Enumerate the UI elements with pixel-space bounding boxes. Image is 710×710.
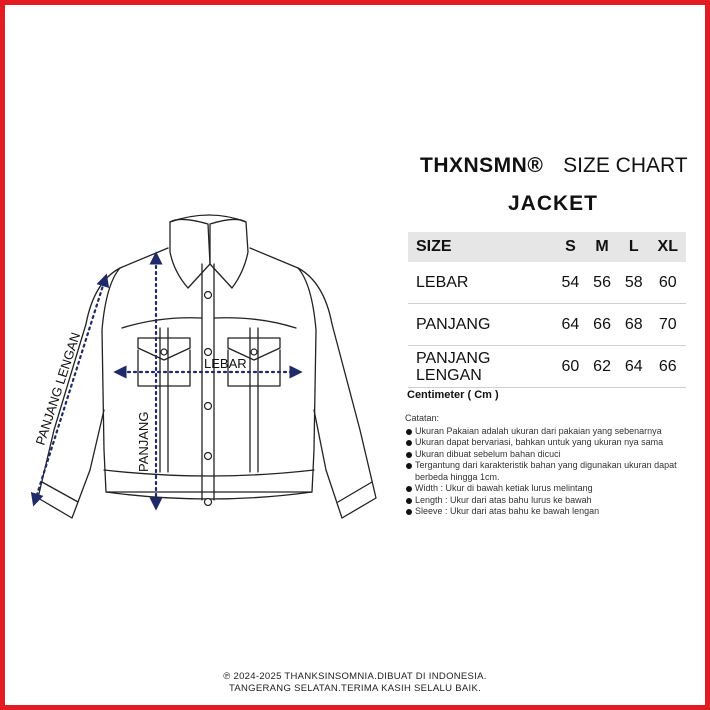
table-cell: 66: [586, 304, 618, 346]
row-label: [408, 346, 555, 388]
length-label: PANJANG: [136, 411, 151, 472]
table-cell: 56: [586, 262, 618, 304]
note-item: Ukuran dibuat sebelum bahan dicuci: [405, 449, 690, 461]
note-item: Ukuran Pakaian adalah ukuran dari pakaian yang sebenarnya: [405, 426, 690, 438]
chart-title: SIZE CHART: [563, 154, 688, 177]
jacket-diagram: [20, 200, 400, 540]
sleeve-label: PANJANG LENGAN: [32, 330, 84, 447]
button: [205, 292, 212, 299]
size-table: [408, 232, 686, 388]
pocket-button: [251, 349, 257, 355]
button: [205, 349, 212, 356]
notes-title: Catatan:: [405, 413, 440, 423]
unit-note: Centimeter ( Cm ): [407, 389, 499, 401]
table-row: [408, 262, 686, 304]
table-cell: 58: [618, 262, 650, 304]
table-cell: 64: [555, 304, 587, 346]
button: [205, 453, 212, 460]
collar-left: [170, 219, 210, 288]
table-cell: 68: [618, 304, 650, 346]
row-label-line: LENGAN: [416, 366, 482, 384]
notes-list: [405, 426, 690, 518]
jacket-body-outline: [102, 248, 316, 499]
jacket-illustration: [20, 200, 400, 540]
note-item: Sleeve : Ukur dari atas bahu ke bawah lengan: [405, 506, 690, 518]
pocket-button: [161, 349, 167, 355]
table-cell: 60: [555, 346, 587, 388]
column-header: XL: [650, 232, 686, 262]
right-sleeve-outline: [298, 268, 376, 518]
row-label-line: PANJANG: [416, 349, 491, 367]
table-header-row: [408, 232, 686, 262]
table-row: [408, 304, 686, 346]
note-item: Ukuran dapat bervariasi, bahkan untuk yang ukuran nya sama: [405, 437, 690, 449]
column-header: S: [555, 232, 587, 262]
collar-right: [210, 219, 248, 288]
table-cell: 70: [650, 304, 686, 346]
left-cuff: [42, 482, 78, 502]
button: [205, 499, 212, 506]
sleeve-measure-line: [34, 276, 106, 504]
right-cuff: [338, 482, 372, 502]
table-cell: 60: [650, 262, 686, 304]
waistband: [104, 470, 314, 492]
collar-band: [170, 215, 246, 222]
table-cell: 64: [618, 346, 650, 388]
table-cell: 54: [555, 262, 587, 304]
note-item: Tergantung dari karakteristik bahan yang digunakan ukuran dapat berbeda hingga 1cm.: [405, 460, 690, 483]
column-header: SIZE: [408, 232, 555, 262]
footer-line: TANGERANG SELATAN.TERIMA KASIH SELALU BAIK.: [228, 683, 482, 694]
yoke-seam: [122, 318, 296, 328]
table-row: [408, 346, 686, 388]
row-label: PANJANG: [408, 304, 555, 346]
row-label: LEBAR: [408, 262, 555, 304]
width-label: LEBAR: [204, 356, 247, 371]
note-item: Width : Ukur di bawah ketiak lurus melintang: [405, 483, 690, 495]
title-row: [420, 154, 690, 178]
footer: [0, 671, 710, 695]
table-cell: 62: [586, 346, 618, 388]
column-header: L: [618, 232, 650, 262]
note-item: Length : Ukur dari atas bahu lurus ke bawah: [405, 495, 690, 507]
column-header: M: [586, 232, 618, 262]
placket: [202, 264, 214, 500]
button: [205, 403, 212, 410]
brand-name: THXNSMN®: [420, 154, 544, 177]
notes-section: [405, 413, 690, 518]
footer-line: ℗ 2024-2025 THANKSINSOMNIA.DIBUAT DI INDONESIA.: [223, 671, 487, 682]
table-cell: 66: [650, 346, 686, 388]
product-subtitle: JACKET: [507, 192, 598, 215]
